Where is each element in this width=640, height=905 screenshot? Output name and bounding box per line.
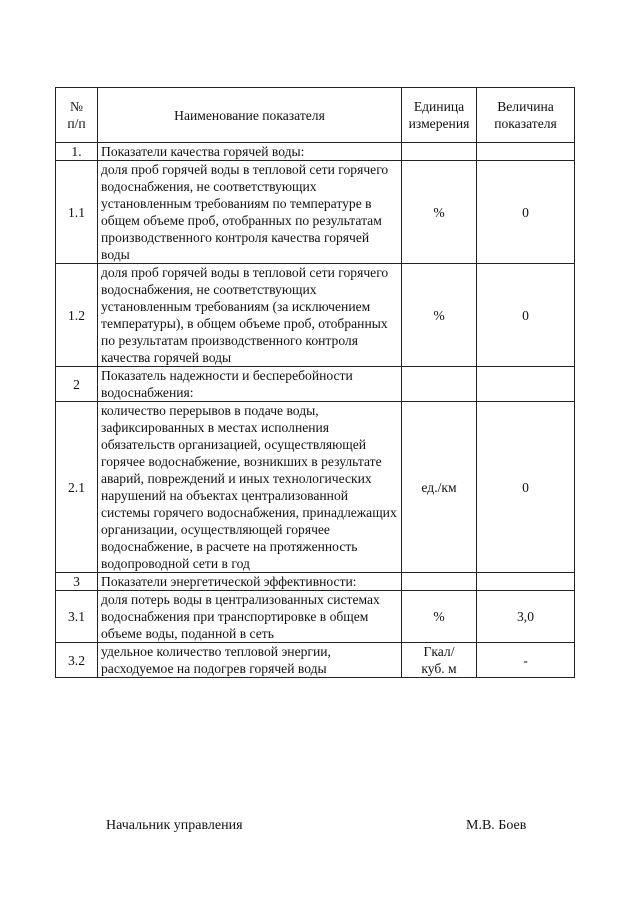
header-num-text: № п/п (67, 99, 86, 131)
row-num: 2.1 (56, 402, 98, 573)
header-unit (402, 88, 477, 143)
row-name: количество перерывов в подаче воды, зафиксированных в местах исполнения обязательств организацией, осуществляющей горячее водоснабжение, возникших в результате аварий, повреждений и иных технологических нарушений на объектах централизованной системы горячего водоснабжения, принадлежащих организации, осуществляющей горячее водоснабжение, в расчете на протяженность водопроводной сети в год (98, 402, 402, 573)
row-unit (402, 367, 477, 402)
row-num: 3.2 (56, 643, 98, 678)
row-name: удельное количество тепловой энергии, расходуемое на подогрев горячей воды (98, 643, 402, 678)
header-name (98, 88, 402, 143)
row-value (477, 143, 575, 161)
table-row (56, 591, 575, 643)
row-num: 1. (56, 143, 98, 161)
indicators-table (55, 87, 575, 678)
header-row (56, 88, 575, 143)
row-num: 2 (56, 367, 98, 402)
signature-position: Начальник управления (106, 818, 243, 833)
row-unit: Гкал/ куб. м (402, 643, 477, 678)
table-row (56, 367, 575, 402)
row-unit: ед./км (402, 402, 477, 573)
row-unit (402, 143, 477, 161)
row-name: Показатель надежности и бесперебойности водоснабжения: (98, 367, 402, 402)
table-row (56, 143, 575, 161)
row-num: 3.1 (56, 591, 98, 643)
row-name: доля потерь воды в централизованных системах водоснабжения при транспортировке в общем объеме воды, поданной в сеть (98, 591, 402, 643)
header-value-text: Величина показателя (494, 99, 557, 131)
row-num: 3 (56, 573, 98, 591)
row-value: 3,0 (477, 591, 575, 643)
row-value (477, 573, 575, 591)
row-unit: % (402, 591, 477, 643)
row-name: доля проб горячей воды в тепловой сети горячего водоснабжения, не соответствующих установленным требованиям (за исключением температуры), в общем объеме проб, отобранных по результатам производственного контроля качества горячей воды (98, 264, 402, 367)
row-name: доля проб горячей воды в тепловой сети горячего водоснабжения, не соответствующих установленным требованиям по температуре в общем объеме проб, отобранных по результатам производственного контроля качества горячей воды (98, 161, 402, 264)
row-unit (402, 573, 477, 591)
row-value: - (477, 643, 575, 678)
table-row (56, 573, 575, 591)
row-unit: % (402, 264, 477, 367)
signature-name: М.В. Боев (466, 818, 527, 833)
row-value (477, 367, 575, 402)
row-value: 0 (477, 402, 575, 573)
header-num (56, 88, 98, 143)
table-row (56, 161, 575, 264)
table-row (56, 264, 575, 367)
table-row (56, 643, 575, 678)
header-value (477, 88, 575, 143)
header-unit-text: Единица измерения (408, 99, 470, 131)
table-row (56, 402, 575, 573)
row-num: 1.1 (56, 161, 98, 264)
row-value: 0 (477, 161, 575, 264)
row-value: 0 (477, 264, 575, 367)
header-name-text: Наименование показателя (174, 107, 325, 123)
row-name: Показатели энергетической эффективности: (98, 573, 402, 591)
row-name: Показатели качества горячей воды: (98, 143, 402, 161)
row-num: 1.2 (56, 264, 98, 367)
row-unit: % (402, 161, 477, 264)
